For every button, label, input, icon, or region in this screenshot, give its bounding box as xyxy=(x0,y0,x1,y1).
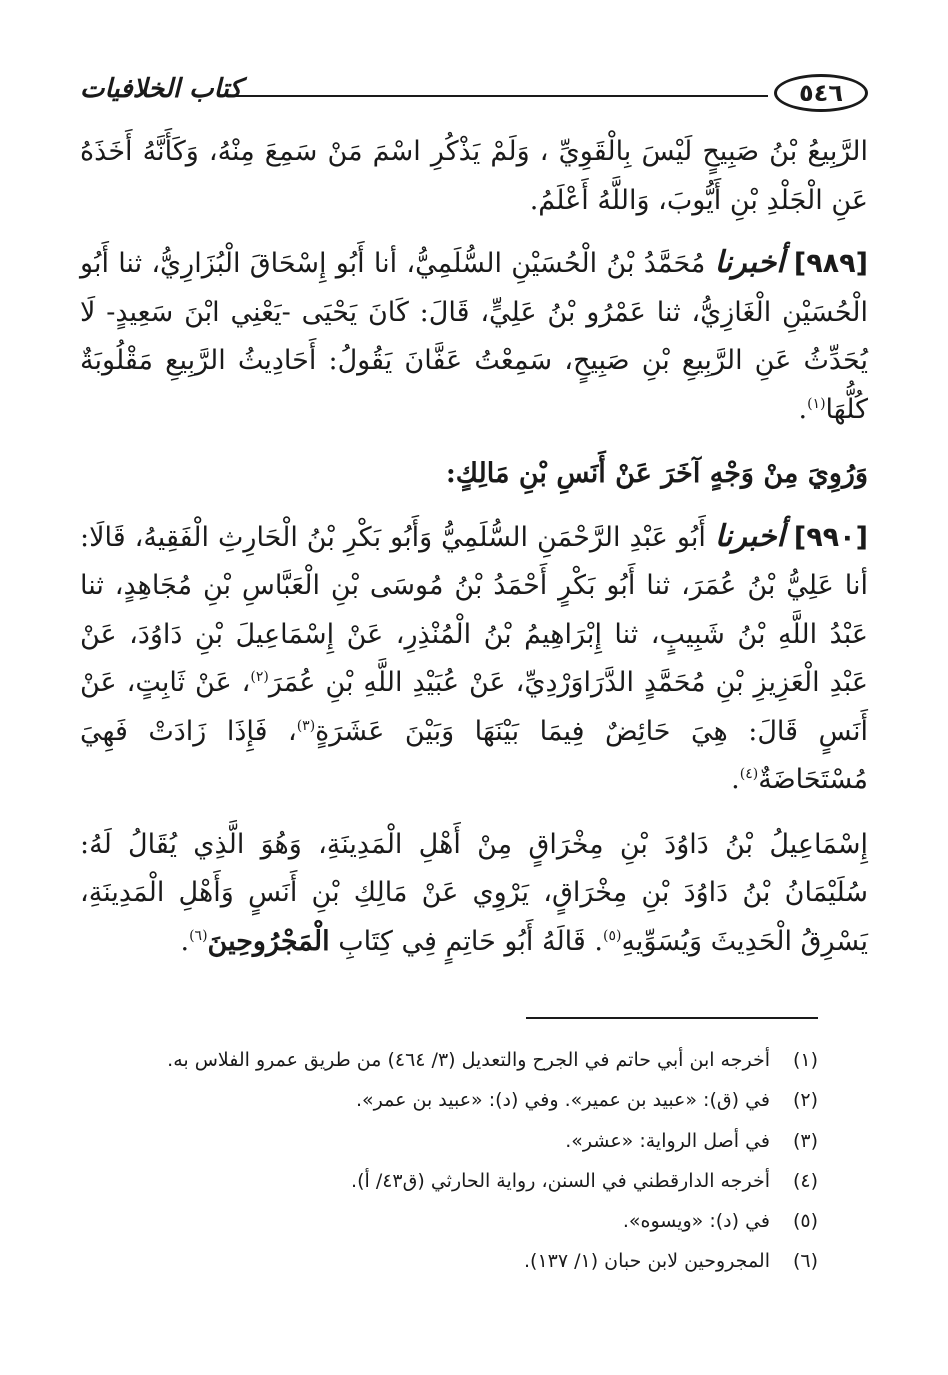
footnote-text: أخرجه ابن أبي حاتم في الجرح والتعديل (٣/ ٤٦٤) من طريق عمرو الفلاس به. xyxy=(167,1049,770,1071)
page-header xyxy=(80,72,868,120)
footnote-text: في (ق): «عبيد بن عمير». وفي (د): «عبيد بن عمر». xyxy=(355,1089,770,1112)
footnote-4 xyxy=(100,1161,818,1201)
paragraph-1 xyxy=(80,128,868,225)
hadith-text: مُحَمَّدُ بْنُ الْحُسَيْنِ السُّلَمِيُّ، أنا أَبُو إِسْحَاقَ الْبُزَارِيُّ، ثنا أَبُو الْحُسَيْنِ الْغَازِيُّ، ثنا عَمْرُو بْنُ عَلِيٍّ، قَالَ: كَانَ يَحْيَى -يَعْنِي ابْنَ سَعِيدٍ- لَا يُحَدِّثُ عَنِ الرَّبِيعِ بْنِ صَبِيحٍ، سَمِعْتُ عَفَّانَ يَقُولُ: أَحَادِيثُ الرَّبِيعِ مَقْلُوبَةٌ كُلُّهَا xyxy=(80,248,868,425)
section-heading: وَرُوِيَ مِنْ وَجْهٍ آخَرَ عَنْ أَنَسِ بْنِ مَالِكٍ: xyxy=(445,458,868,489)
commentary-paragraph: إِسْمَاعِيلُ بْنُ دَاوُدَ بْنِ مِخْرَاقٍ مِنْ أَهْلِ الْمَدِينَةِ، وَهُوَ الَّذِي يُقَالُ لَهُ: سُلَيْمَانُ بْنُ دَاوُدَ بْنِ مِخْرَاقٍ، يَرْوِي عَنْ مَالِكِ بْنِ أَنَسٍ وَأَهْلِ الْمَدِينَةِ، يَسْرِقُ الْحَدِيثَ وَيُسَوِّيهِ$^{(٥)}$. قَالَهُ أَبُو حَاتِمٍ فِي كِتَابِ الْمَجْرُوحِينَ$^{(٦)}$. xyxy=(80,828,868,957)
commentary-text: إِسْمَاعِيلُ بْنُ دَاوُدَ بْنِ مِخْرَاقٍ مِنْ أَهْلِ الْمَدِينَةِ، وَهُوَ الَّذِي يُقَالُ لَهُ: سُلَيْمَانُ بْنُ دَاوُدَ بْنِ مِخْرَاقٍ، يَرْوِي عَنْ مَالِكِ بْنِ أَنَسٍ وَأَهْلِ الْمَدِينَةِ، يَسْرِقُ الْحَدِيثَ وَيُسَوِّيهِ xyxy=(80,828,868,957)
footnote-ref[interactable]: (١) xyxy=(807,395,826,412)
footnote-ref[interactable]: (٢) xyxy=(250,669,269,685)
footnote-text: في (د): «ويسوه». xyxy=(622,1210,770,1233)
footnote-text: أخرجه الدارقطني في السنن، رواية الحارثي (ق٤٣/ أ). xyxy=(351,1169,770,1192)
hadith-number: [٩٩٠] xyxy=(793,521,868,553)
footnote-ref[interactable]: (٤) xyxy=(739,766,759,782)
footnote-number: (٥) xyxy=(792,1210,818,1233)
footnote-2 xyxy=(100,1080,818,1120)
footnotes xyxy=(100,1040,818,1282)
commentary-text: . قَالَهُ أَبُو حَاتِمٍ فِي كِتَابِ xyxy=(338,925,603,957)
hadith-text: ، فَإِذَا زَادَتْ فَهِيَ مُسْتَحَاضَةٌ xyxy=(80,715,868,795)
footnote-text: في أصل الرواية: «عشر». xyxy=(565,1129,770,1152)
footnote-number: (٢) xyxy=(792,1089,818,1112)
footnote-ref[interactable]: (٥) xyxy=(602,927,622,944)
book-reference: الْمَجْرُوحِينَ xyxy=(207,925,330,957)
hadith-990: [٩٩٠] أخبرنا أَبُو عَبْدِ الرَّحْمَنِ السُّلَمِيُّ وَأَبُو بَكْرِ بْنُ الْحَارِثِ الْفَقِيهُ، قَالَا: أنا عَلِيُّ بْنُ عُمَرَ، ثنا أَبُو بَكْرٍ أَحْمَدُ بْنُ مُوسَى بْنِ الْعَبَّاسِ بْنِ مُجَاهِدٍ، ثنا عَبْدُ اللَّهِ بْنُ شَبِيبٍ، ثنا إِبْرَاهِيمُ بْنُ الْمُنْذِرِ، عَنْ إِسْمَاعِيلَ بْنِ دَاوُدَ، عَنْ عَبْدِ الْعَزِيزِ بْنِ مُحَمَّدٍ الدَّرَاوَرْدِيِّ، عَنْ عُبَيْدِ اللَّهِ بْنِ عُمَرَ$^{(٢)}$، عَنْ ثَابِتٍ، عَنْ أَنَسٍ قَالَ: هِيَ حَائِضٌ فِيمَا بَيْنَهَا وَبَيْنَ عَشَرَةٍ$^{(٣)}$، فَإِذَا زَادَتْ فَهِيَ مُسْتَحَاضَةٌ$^{(٤)}$. xyxy=(80,518,868,795)
footnote-number: (٣) xyxy=(792,1129,818,1152)
footnote-number: (١) xyxy=(792,1049,818,1071)
akhbarana-word: أخبرنا xyxy=(714,245,785,280)
book-title: كتاب الخلافيات xyxy=(80,74,242,104)
paragraph-1-text: الرَّبِيعُ بْنُ صَبِيحٍ لَيْسَ بِالْقَوِيِّ ، وَلَمْ يَذْكُرِ اسْمَ مَنْ سَمِعَ مِنْهُ، وَكَأَنَّهُ أَخَذَهُ عَنِ الْجَلْدِ بْنِ أَيُّوبَ، وَاللَّهُ أَعْلَمُ. xyxy=(80,136,868,216)
footnote-number: (٦) xyxy=(792,1250,818,1273)
page-number: ٥٤٦ xyxy=(799,79,843,107)
footnote-separator xyxy=(526,1017,818,1019)
hadith-text: ، عَنْ ثَابِتٍ، عَنْ أَنَسٍ قَالَ: هِيَ حَائِضٌ فِيمَا بَيْنَهَا وَبَيْنَ عَشَرَةٍ xyxy=(80,667,868,747)
page-number-badge xyxy=(774,74,868,112)
hadith-number: [٩٨٩] xyxy=(793,248,868,279)
hadith-text: أَبُو عَبْدِ الرَّحْمَنِ السُّلَمِيُّ وَأَبُو بَكْرِ بْنُ الْحَارِثِ الْفَقِيهُ، قَالَا: أنا عَلِيُّ بْنُ عُمَرَ، ثنا أَبُو بَكْرٍ أَحْمَدُ بْنُ مُوسَى بْنِ الْعَبَّاسِ بْنِ مُجَاهِدٍ، ثنا عَبْدُ اللَّهِ بْنُ شَبِيبٍ، ثنا إِبْرَاهِيمُ بْنُ الْمُنْذِرِ، عَنْ إِسْمَاعِيلَ بْنِ دَاوُدَ، عَنْ عَبْدِ الْعَزِيزِ بْنِ مُحَمَّدٍ الدَّرَاوَرْدِيِّ، عَنْ عُبَيْدِ اللَّهِ بْنِ عُمَرَ xyxy=(80,521,868,698)
footnote-ref[interactable]: (٣) xyxy=(296,717,316,734)
footnote-ref[interactable]: (٦) xyxy=(189,927,208,944)
header-rule xyxy=(230,95,768,97)
akhbarana-word: أخبرنا xyxy=(714,518,785,554)
main-text xyxy=(80,128,868,982)
footnote-3 xyxy=(100,1121,818,1161)
hadith-989: [٩٨٩] أخبرنا مُحَمَّدُ بْنُ الْحُسَيْنِ السُّلَمِيُّ، أنا أَبُو إِسْحَاقَ الْبُزَارِيُّ، ثنا أَبُو الْحُسَيْنِ الْغَازِيُّ، ثنا عَمْرُو بْنُ عَلِيٍّ، قَالَ: كَانَ يَحْيَى -يَعْنِي ابْنَ سَعِيدٍ- لَا يُحَدِّثُ عَنِ الرَّبِيعِ بْنِ صَبِيحٍ، سَمِعْتُ عَفَّانَ يَقُولُ: أَحَادِيثُ الرَّبِيعِ مَقْلُوبَةٌ كُلُّهَا$^{(١)}$. xyxy=(80,245,868,425)
footnote-6 xyxy=(100,1241,818,1281)
footnote-1 xyxy=(100,1040,818,1080)
footnote-number: (٤) xyxy=(792,1169,818,1192)
footnote-5 xyxy=(100,1201,818,1241)
footnote-text: المجروحين لابن حبان (١/ ١٣٧). xyxy=(523,1250,770,1273)
